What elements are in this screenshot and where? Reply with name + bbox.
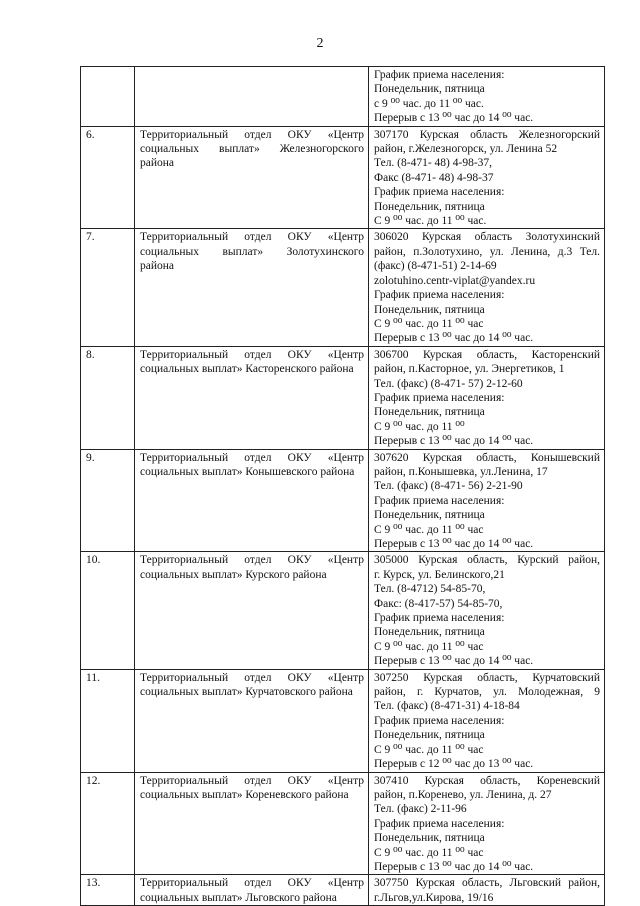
office-name-cell [135, 552, 369, 669]
office-contacts-cell [369, 772, 605, 875]
table-row [81, 552, 605, 669]
office-name-cell [135, 669, 369, 772]
office-contact-line: Перерыв с 12 ⁰⁰ час до 13 ⁰⁰ час. [374, 758, 534, 771]
office-contact-line: Перерыв с 13 ⁰⁰ час до 14 ⁰⁰ час. [374, 538, 534, 550]
office-name-line: Территориальный отдел ОКУ «Центр [140, 231, 364, 244]
office-contact-line: с 9 ⁰⁰ час. до 11 ⁰⁰ час. [374, 97, 484, 110]
office-contacts-cell [369, 875, 605, 906]
office-contact-line: zolotuhino.centr-viplat@yandex.ru [374, 274, 536, 287]
offices-table [80, 66, 605, 906]
office-contacts-cell [369, 229, 605, 346]
office-contact-line: График приема населения: [374, 186, 505, 199]
office-contact-line: С 9 ⁰⁰ час. до 11 ⁰⁰ час [374, 523, 484, 536]
office-contact-line: Понедельник, пятница [374, 729, 485, 742]
office-contact-line: График приема населения: [374, 69, 505, 81]
office-contact-line: С 9 ⁰⁰ час. до 11 ⁰⁰ час. [374, 215, 487, 228]
office-contact-line: Перерыв с 13 ⁰⁰ час до 14 ⁰⁰ час. [374, 112, 534, 125]
office-contact-line: Понедельник, пятница [374, 832, 485, 845]
table-row [81, 772, 605, 875]
office-name-line: Территориальный отдел ОКУ «Центр [140, 671, 364, 684]
row-number: 9. [81, 449, 135, 552]
table-row [81, 346, 605, 449]
office-contact-line: Перерыв с 13 ⁰⁰ час до 14 ⁰⁰ час. [374, 435, 534, 448]
office-name-line: социальных выплат» Касторенского района [140, 363, 354, 376]
row-number: 13. [81, 875, 135, 906]
office-contact-line: График приема населения: [374, 817, 505, 830]
page-number: 2 [316, 36, 324, 51]
office-contacts-cell [369, 552, 605, 669]
office-name-line: района [140, 260, 175, 273]
office-contact-line: 307410 Курская область, Кореневский [374, 774, 600, 787]
office-contact-line: График приема населения: [374, 494, 505, 507]
office-contact-line: Понедельник, пятница [374, 509, 485, 522]
office-contact-line: График приема населения: [374, 289, 505, 302]
office-contacts-cell [369, 67, 605, 127]
row-number: 11. [81, 669, 135, 772]
office-contact-line: 307620 Курская область, Конышевский [374, 451, 600, 464]
office-contact-line: Понедельник, пятница [374, 83, 485, 96]
office-contact-line: район, п.Золотухино, ул. Ленина, д.3 Тел. [374, 245, 600, 258]
office-contacts-cell [369, 346, 605, 449]
office-contact-line: район, г.Железногорск, ул. Ленина 52 [374, 143, 558, 156]
office-contact-line: Понедельник, пятница [374, 303, 485, 316]
office-name-line: Территориальный отдел ОКУ «Центр [140, 128, 364, 141]
row-number [81, 67, 135, 127]
office-contact-line: 307750 Курская область, Льговский район, [374, 877, 600, 890]
row-number: 10. [81, 552, 135, 669]
office-contact-line: г. Курск, ул. Белинского,21 [374, 568, 505, 581]
office-contact-line: Факс: (8-417-57) 54-85-70, [374, 597, 503, 610]
office-contact-line: Тел. (факс) (8-471- 57) 2-12-60 [374, 377, 523, 390]
office-name-cell [135, 229, 369, 346]
office-name-line: социальных выплат» Кореневского района [140, 788, 349, 801]
office-contact-line: район, п.Касторное, ул. Энергетиков, 1 [374, 363, 565, 376]
office-contacts-cell [369, 449, 605, 552]
office-name-line: района [140, 157, 175, 170]
office-contact-line: г.Льгов,ул.Кирова, 19/16 [374, 891, 494, 904]
office-contact-line: С 9 ⁰⁰ час. до 11 ⁰⁰ час [374, 317, 484, 330]
office-contact-line: Тел. (факс) 2-11-96 [374, 803, 467, 816]
row-number: 7. [81, 229, 135, 346]
office-contact-line: район, п.Коренево, ул. Ленина, д. 27 [374, 788, 552, 801]
offices-table-body [81, 67, 605, 906]
office-contact-line: График приема населения: [374, 714, 505, 727]
office-contact-line: Тел. (факс) (8-471-31) 4-18-84 [374, 700, 520, 713]
office-name-line: Территориальный отдел ОКУ «Центр [140, 348, 364, 361]
office-name-line: социальных выплат» Льговского района [140, 891, 337, 904]
table-row [81, 126, 605, 229]
office-contact-line: Перерыв с 13 ⁰⁰ час до 14 ⁰⁰ час. [374, 860, 534, 873]
office-name-line: Территориальный отдел ОКУ «Центр [140, 877, 364, 890]
office-contact-line: 307250 Курская область, Курчатовский [374, 671, 600, 684]
office-contact-line: С 9 ⁰⁰ час. до 11 ⁰⁰ час [374, 640, 484, 653]
office-contact-line: Перерыв с 13 ⁰⁰ час до 14 ⁰⁰ час. [374, 332, 534, 345]
table-row [81, 875, 605, 906]
office-contact-line: Тел. (8-4712) 54-85-70, [374, 583, 486, 596]
office-contact-line: 307170 Курская область Железногорский [374, 128, 600, 141]
office-contact-line: (факс) (8-471-51) 2-14-69 [374, 260, 497, 273]
office-contact-line: Понедельник, пятница [374, 626, 485, 639]
office-contacts-cell [369, 669, 605, 772]
office-contact-line: 305000 Курская область, Курский район, [374, 554, 600, 567]
table-row [81, 229, 605, 346]
office-contact-line: График приема населения: [374, 612, 505, 625]
office-name-line: социальных выплат» Конышевского района [140, 465, 355, 478]
office-contact-line: Понедельник, пятница [374, 200, 485, 213]
office-name-line: социальных выплат» Железногорского [140, 143, 364, 156]
office-name-line: социальных выплат» Золотухинского [140, 245, 364, 258]
office-contact-line: 306700 Курская область, Касторенский [374, 348, 600, 361]
office-contacts-cell [369, 126, 605, 229]
office-contact-line: Тел. (8-471- 48) 4-98-37, [374, 157, 493, 170]
office-name-cell [135, 449, 369, 552]
office-contact-line: График приема населения: [374, 391, 505, 404]
office-contact-line: С 9 ⁰⁰ час. до 11 ⁰⁰ час [374, 743, 484, 756]
row-number: 8. [81, 346, 135, 449]
office-contact-line: Тел. (факс) (8-471- 56) 2-21-90 [374, 480, 523, 493]
office-name-cell [135, 875, 369, 906]
table-row [81, 449, 605, 552]
office-name-cell [135, 772, 369, 875]
office-name-line: Территориальный отдел ОКУ «Центр [140, 451, 364, 464]
office-contact-line: Факс (8-471- 48) 4-98-37 [374, 171, 494, 184]
table-row [81, 67, 605, 127]
office-contact-line: Понедельник, пятница [374, 406, 485, 419]
office-contact-line: С 9 ⁰⁰ час. до 11 ⁰⁰ час [374, 846, 484, 859]
row-number: 6. [81, 126, 135, 229]
office-contact-line: С 9 ⁰⁰ час. до 11 ⁰⁰ [374, 420, 465, 433]
office-name-line: Территориальный отдел ОКУ «Центр [140, 554, 364, 567]
office-name-cell [135, 126, 369, 229]
office-contact-line: район, п.Конышевка, ул.Ленина, 17 [374, 465, 548, 478]
table-row [81, 669, 605, 772]
office-contact-line: Перерыв с 13 ⁰⁰ час до 14 ⁰⁰ час. [374, 655, 534, 668]
office-name-cell [135, 346, 369, 449]
office-name-line: социальных выплат» Курского района [140, 568, 327, 581]
office-name-line: социальных выплат» Курчатовского района [140, 686, 353, 699]
office-name-line: Территориальный отдел ОКУ «Центр [140, 774, 364, 787]
office-name-cell [135, 67, 369, 127]
office-contact-line: 306020 Курская область Золотухинский [374, 231, 600, 244]
row-number: 12. [81, 772, 135, 875]
office-contact-line: район, г. Курчатов, ул. Молодежная, 9 [374, 686, 600, 699]
